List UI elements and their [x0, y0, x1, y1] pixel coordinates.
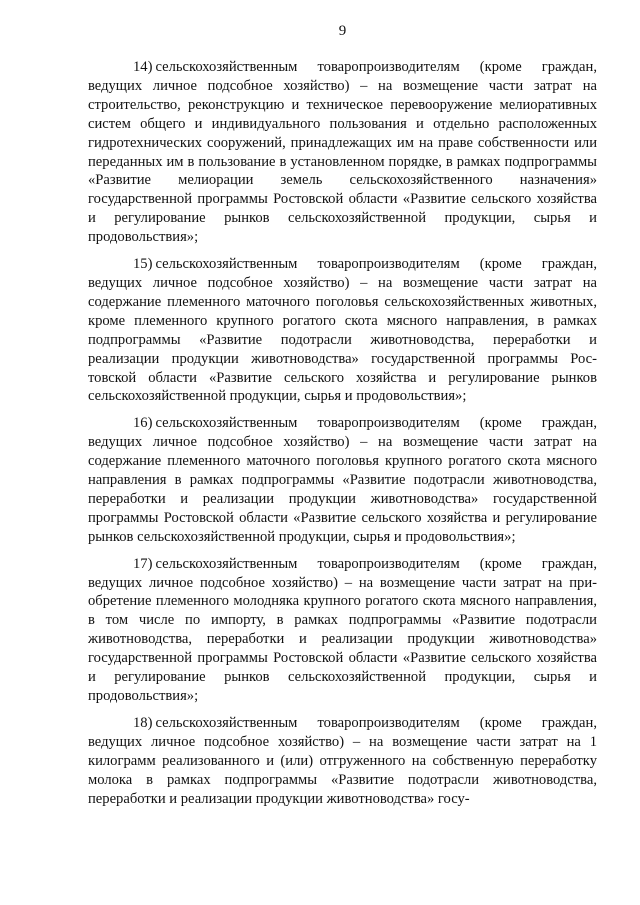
list-item-text: сельскохозяйственным товаропроизводителям (кроме граждан, ведущих личное подсобное хозяйство) – на возмещение части затрат на приобретение племенного молодняка крупного рогатого скота мясного направления, в том числе по импорту, в рамках подпрограммы «Развитие подотрасли животноводства, переработки и реализации продукции животноводства» государственной программы Ростовской области «Развитие сельского хозяйства и регулирование рынков сельскохозяйственной продукции, сырья и продовольствия»;: [88, 555, 597, 704]
list-item-number: 15): [133, 256, 153, 273]
list-item-number: 16): [133, 415, 153, 432]
list-item: [88, 414, 597, 546]
list-item-number: 18): [133, 714, 153, 731]
list-item: [88, 255, 597, 406]
list-item-number: 17): [133, 555, 153, 572]
page-number: 9: [338, 23, 347, 39]
list-item: [88, 555, 597, 706]
list-item-text: сельскохозяйственным товаропроизводителям (кроме граждан, ведущих личное подсобное хозяйство) – на возмещение части затрат на строительство, реконструкцию и техническое перевооружение мелиоративных систем общего и индивидуального пользования и отдельно расположенных гидротехнических сооружений, принадлежащих им на праве собственности или переданных им в пользование в установленном порядке, в рамках подпрограммы «Развитие мелиорации земель сельскохозяйственного назначения» государственной программы Ростовской области «Развитие сельского хозяйства и регулирование рынков сельскохозяйственной продукции, сырья и продовольствия»;: [88, 59, 597, 246]
list-item: [88, 714, 597, 809]
list-item-text: сельскохозяйственным товаропроизводителям (кроме граждан, ведущих личное подсобное хозяйство) – на возмещение части затрат на содержание племенного маточного поголовья сельскохозяйственных животных, кроме племенного крупного рогатого скота мясного направления, в рамках подпрограммы «Развитие подотрасли животноводства, переработки и реализации продукции животноводства» государственной программы Ростовской области «Развитие сельского хозяйства и регулирование рынков сельскохозяйственной продукции, сырья и продовольствия»;: [88, 256, 597, 405]
list-item-text: сельскохозяйственным товаропроизводителям (кроме граждан, ведущих личное подсобное хозяйство) – на возмещение части затрат на содержание племенного маточного поголовья крупного рогатого скота мясного направления в рамках подпрограммы «Развитие подотрасли животноводства, переработки и реализации продукции животноводства» государственной программы Ростовской области «Развитие сельского хозяйства и регулирование рынков сельскохозяйственной продукции, сырья и продовольствия»;: [88, 415, 597, 545]
list-item: [88, 58, 597, 247]
list-item-text: сельскохозяйственным товаропроизводителям (кроме граждан, ведущих личное подсобное хозяйство) – на возмещение части затрат на 1 килограмм реализованного и (или) отгруженного на собственную переработку молока в рамках подпрограммы «Развитие подотрасли животноводства, переработки и реализации продукции животноводства» госу-: [88, 714, 597, 807]
list-item-number: 14): [133, 59, 153, 75]
